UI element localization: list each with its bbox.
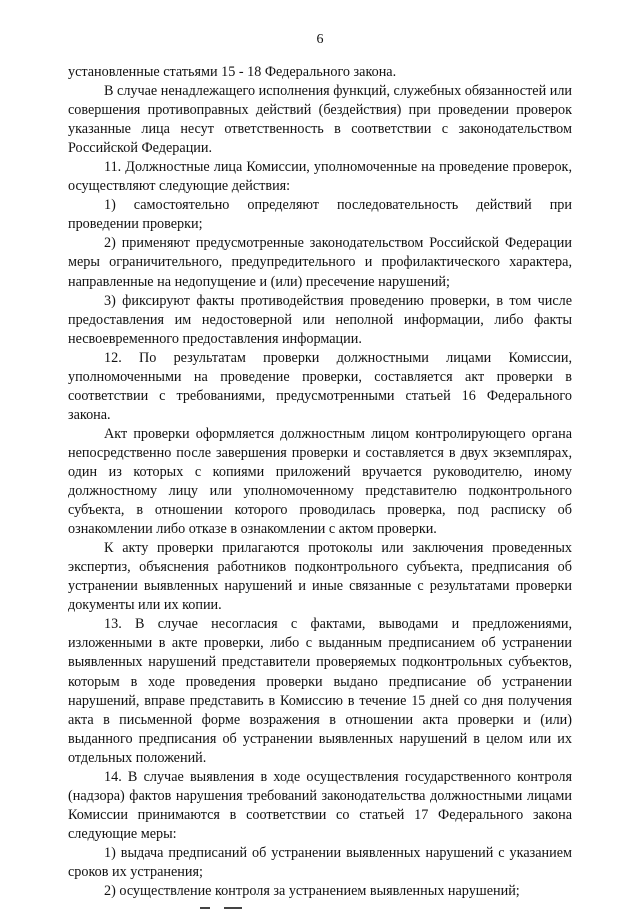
paragraph: 11. Должностные лица Комиссии, уполномоченные на проведение проверок, осуществляют следующие действия: bbox=[68, 159, 572, 195]
bottom-edge-marks bbox=[200, 896, 280, 902]
paragraph: 2) применяют предусмотренные законодательством Российской Федерации меры ограничительного, предупредительного и профилактического характера, направленные на недопущение и (или) пресечение нарушений; bbox=[68, 235, 572, 290]
paragraph: 3) фиксируют факты противодействия проведению проверки, в том числе предоставления им недостоверной или неполной информации, либо факты несвоевременного предоставления информации. bbox=[68, 292, 572, 347]
paragraph: 12. По результатам проверки должностными лицами Комиссии, уполномоченными на проведение проверки, составляется акт проверки в соответствии с требованиями, предусмотренными статьей 16 Федерального закона. bbox=[68, 349, 572, 423]
paragraph: 2) осуществление контроля за устранением выявленных нарушений; bbox=[104, 883, 520, 900]
paragraph: установленные статьями 15 - 18 Федерального закона. bbox=[68, 64, 397, 80]
paragraph: Акт проверки оформляется должностным лицом контролирующего органа непосредственно после завершения проверки и составляется в двух экземплярах, один из которых с копиями приложений вручается руководителю, иному должностному лицу или уполномоченному представителю подконтрольного субъекта, в отношении которого проводилась проверка, под расписку об ознакомлении либо отказе в ознакомлении с актом проверки. bbox=[68, 425, 572, 538]
paragraph: 14. В случае выявления в ходе осуществления государственного контроля (надзора) фактов нарушения требований законодательства должностными лицами Комиссии принимаются в соответствии со статьей 17 Федерального закона следующие меры: bbox=[68, 768, 572, 842]
paragraph: 1) выдача предписаний об устранении выявленных нарушений с указанием сроков их устранения; bbox=[68, 844, 572, 880]
paragraph: 1) самостоятельно определяют последовательность действий при проведении проверки; bbox=[68, 197, 572, 233]
paragraph: В случае ненадлежащего исполнения функций, служебных обязанностей или совершения противоправных действий (бездействия) при проведении проверок указанные лица несут ответственность в соответствии с законодательством Российской Федерации. bbox=[68, 83, 572, 157]
page-number: 6 bbox=[316, 32, 324, 47]
paragraph: К акту проверки прилагаются протоколы или заключения проведенных экспертиз, объяснения работников подконтрольного субъекта, предписания об устранении выявленных нарушений и иные связанные с результатами проверки документы или их копии. bbox=[68, 540, 572, 614]
paragraph: 13. В случае несогласия с фактами, выводами и предложениями, изложенными в акте проверки, либо с выданным предписанием об устранении выявленных нарушений представители проверяемых подконтрольных субъектов, которым в ходе проведения проверки выдано предписание об устранении нарушений, вправе представить в Комиссию в течение 15 дней со дня получения акта в письменной форме возражения в отношении акта проверки и (или) выданного предписания об устранении выявленных нарушений в целом или их отдельных положений. bbox=[68, 616, 572, 766]
document-body bbox=[68, 63, 572, 901]
